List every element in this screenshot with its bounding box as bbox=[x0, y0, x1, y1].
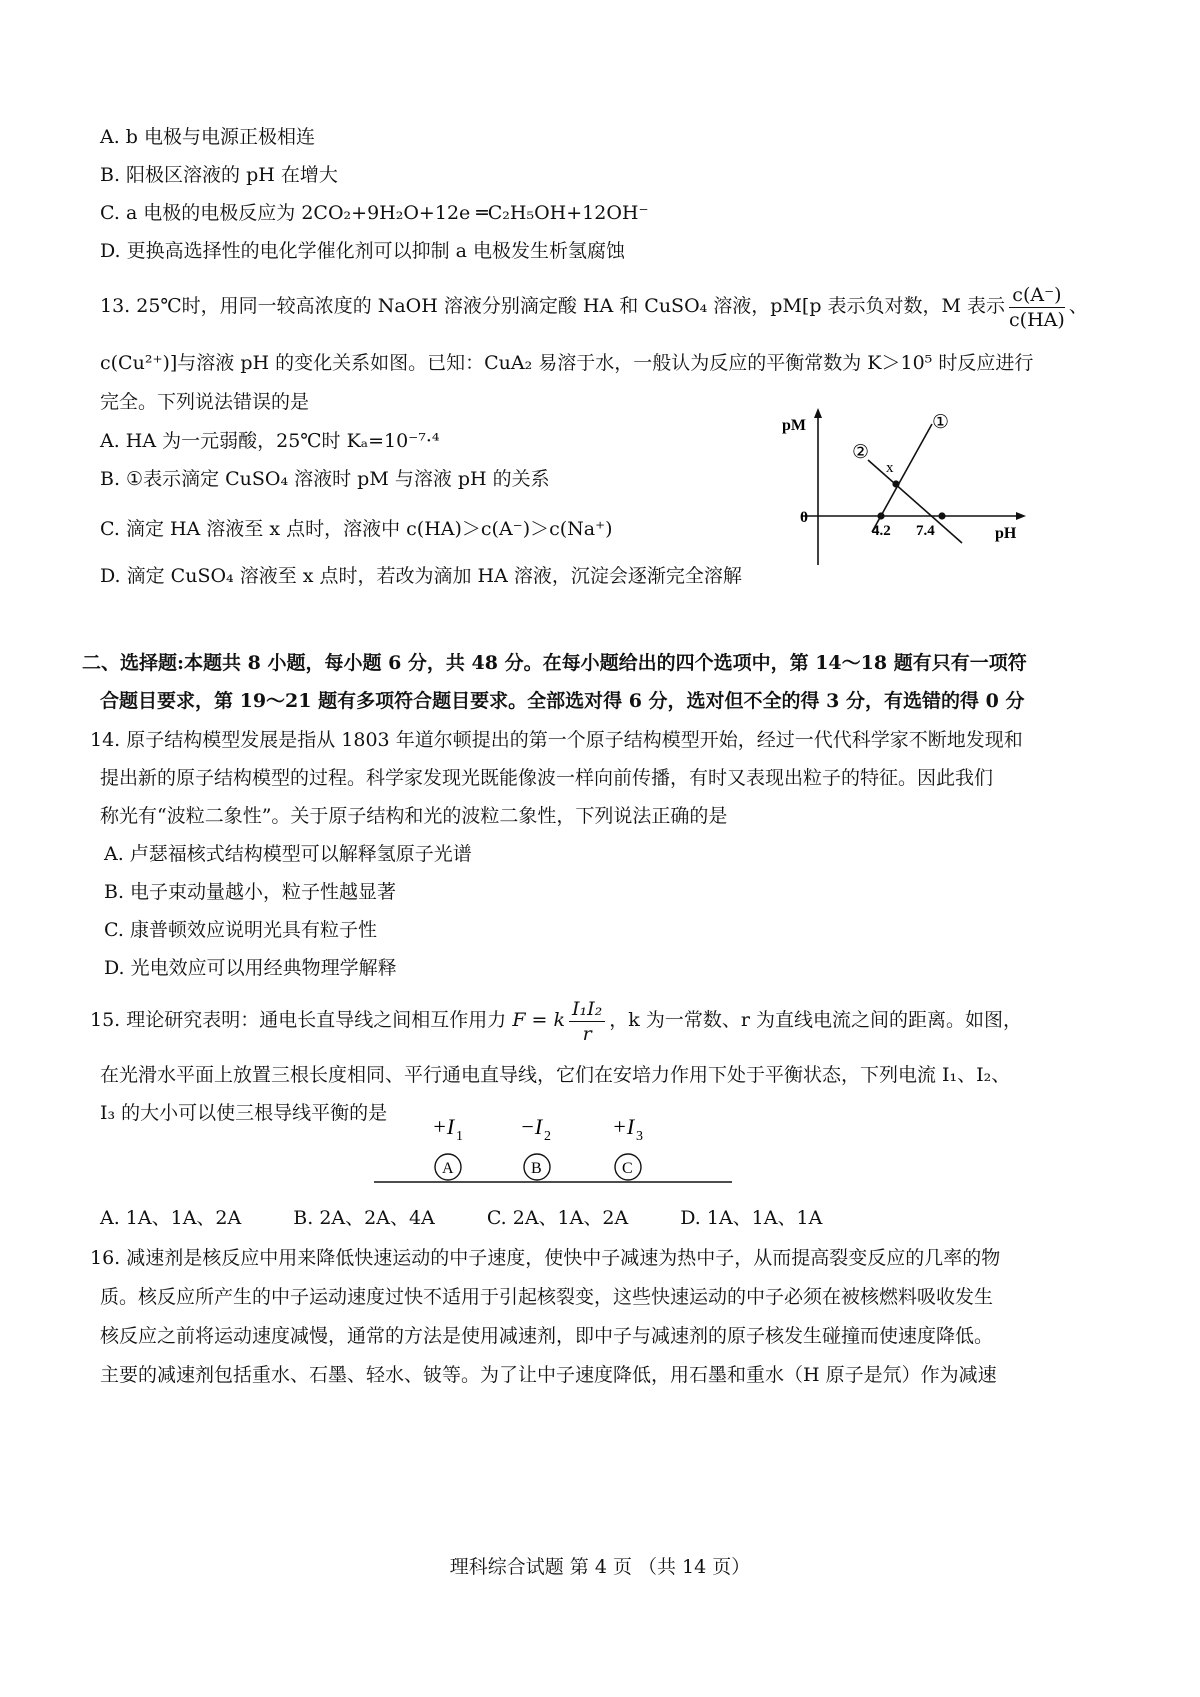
q12-option-c: C. a 电极的电极反应为 2CO₂+9H₂O+12e ═C₂H₅OH+12OH⁻ bbox=[100, 202, 649, 224]
q13-graph bbox=[770, 400, 1030, 580]
q13-stem-line2: c(Cu²⁺)]与溶液 pH 的变化关系如图。已知：CuA₂ 易溶于水，一般认为反应的平衡常数为 K＞10⁵ 时反应进行 bbox=[100, 352, 1034, 374]
q13-option-b: B. ①表示滴定 CuSO₄ 溶液时 pM 与溶液 pH 的关系 bbox=[100, 468, 550, 490]
q15-formula-lhs: F = k bbox=[512, 1009, 566, 1031]
y-axis-arrow-icon bbox=[814, 408, 822, 418]
q14-stem-line2: 提出新的原子结构模型的过程。科学家发现光既能像波一样向前传播，有时又表现出粒子的特征。因此我们 bbox=[100, 767, 994, 789]
wire-a-current: +I bbox=[432, 1114, 455, 1139]
q15-option-c: C. 2A、1A、2A bbox=[486, 1207, 629, 1229]
q12-option-d: D. 更换高选择性的电化学催化剂可以抑制 a 电极发生析氢腐蚀 bbox=[100, 240, 626, 262]
wire-c-current-subscript: 3 bbox=[636, 1129, 643, 1144]
q13-option-a: A. HA 为一元弱酸，25℃时 Kₐ=10⁻⁷·⁴ bbox=[100, 430, 440, 452]
q16-stem-line4: 主要的减速剂包括重水、石墨、轻水、铍等。为了让中子速度降低，用石墨和重水（H 原子是氘）作为减速 bbox=[100, 1364, 997, 1386]
point-x-label: x bbox=[886, 460, 894, 476]
intersection-point-x bbox=[892, 480, 899, 487]
section-2-heading-line1: 二、选择题:本题共 8 小题，每小题 6 分，共 48 分。在每小题给出的四个选项中，第 14～18 题有只有一项符 bbox=[82, 652, 1027, 674]
q14-option-a: A. 卢瑟福核式结构模型可以解释氢原子光谱 bbox=[104, 843, 472, 865]
intercept-point-line-2 bbox=[938, 512, 945, 519]
line-2-label: ② bbox=[852, 442, 870, 463]
q14-stem-line3: 称光有“波粒二象性”。关于原子结构和光的波粒二象性，下列说法正确的是 bbox=[100, 805, 728, 827]
x-axis-label: pH bbox=[995, 525, 1017, 542]
section-2-heading-line2: 合题目要求，第 19～21 题有多项符合题目要求。全部选对得 6 分，选对但不全的得 3 分，有选错的得 0 分 bbox=[100, 690, 1025, 712]
q15-wires-diagram bbox=[370, 1110, 740, 1190]
wire-a-label: A bbox=[442, 1160, 454, 1177]
q15-fraction bbox=[569, 997, 605, 1046]
tick-label-7-4: 7.4 bbox=[916, 523, 935, 539]
q15-option-a: A. 1A、1A、2A bbox=[100, 1207, 242, 1229]
q15-stem-line1 bbox=[90, 994, 1022, 1046]
q12-option-b: B. 阳极区溶液的 pH 在增大 bbox=[100, 164, 338, 186]
q15-stem-line2: 在光滑水平面上放置三根长度相同、平行通电直导线，它们在安培力作用下处于平衡状态，下列电流 I₁、I₂、 bbox=[100, 1064, 1011, 1086]
x-axis-arrow-icon bbox=[1016, 512, 1026, 520]
q14-stem-line1: 14. 原子结构模型发展是指从 1803 年道尔顿提出的第一个原子结构模型开始，经过一代代科学家不断地发现和 bbox=[90, 729, 1023, 751]
wire-c-label: C bbox=[622, 1160, 633, 1177]
q15-stem-text: 15. 理论研究表明：通电长直导线之间相互作用力 bbox=[90, 1009, 507, 1031]
q15-stem-line3: I₃ 的大小可以使三根导线平衡的是 bbox=[100, 1102, 388, 1124]
q13-stem-line1 bbox=[100, 280, 1088, 332]
q14-option-d: D. 光电效应可以用经典物理学解释 bbox=[104, 957, 397, 979]
wire-a bbox=[432, 1114, 463, 1180]
wire-b-current: −I bbox=[520, 1114, 543, 1139]
q13-stem-text: 13. 25℃时，用同一较高浓度的 NaOH 溶液分别滴定酸 HA 和 CuSO₄ 溶液，pM[p 表示负对数，M 表示 bbox=[100, 295, 1006, 317]
q13-stem-line3: 完全。下列说法错误的是 bbox=[100, 391, 310, 413]
q14-option-b: B. 电子束动量越小，粒子性越显著 bbox=[104, 881, 397, 903]
line-1-label: ① bbox=[932, 412, 950, 433]
q14-option-c: C. 康普顿效应说明光具有粒子性 bbox=[104, 919, 377, 941]
wire-c-current: +I bbox=[612, 1114, 635, 1139]
tick-label-4-2: 4.2 bbox=[872, 523, 891, 539]
wire-b-label: B bbox=[531, 1160, 542, 1177]
wire-b-current-subscript: 2 bbox=[544, 1129, 551, 1144]
q15-option-b: B. 2A、2A、4A bbox=[293, 1207, 435, 1229]
q12-option-a: A. b 电极与电源正极相连 bbox=[100, 126, 316, 148]
q13-option-d: D. 滴定 CuSO₄ 溶液至 x 点时，若改为滴加 HA 溶液，沉淀会逐渐完全溶解 bbox=[100, 565, 742, 587]
q15-options bbox=[100, 1205, 868, 1231]
q16-stem-line3: 核反应之前将运动速度减慢，通常的方法是使用减速剂，即中子与减速剂的原子核发生碰撞而使速度降低。 bbox=[100, 1325, 994, 1347]
page-footer: 理科综合试题 第 4 页 （共 14 页） bbox=[449, 1556, 751, 1578]
q13-fraction bbox=[1009, 283, 1065, 332]
q15-fraction-numerator: I₁I₂ bbox=[569, 997, 605, 1022]
origin-label: 0 bbox=[800, 509, 808, 526]
intercept-point-line-1 bbox=[877, 512, 884, 519]
y-axis-label: pM bbox=[782, 417, 806, 434]
q13-fraction-denominator: c(HA) bbox=[1009, 308, 1065, 331]
wire-b bbox=[520, 1114, 551, 1180]
wire-c bbox=[612, 1114, 643, 1180]
q15-fraction-denominator: r bbox=[582, 1022, 592, 1045]
q13-stem-punct: 、 bbox=[1068, 295, 1088, 317]
q16-stem-line1: 16. 减速剂是核反应中用来降低快速运动的中子速度，使快中子减速为热中子，从而提高裂变反应的几率的物 bbox=[90, 1247, 1001, 1269]
q15-option-d: D. 1A、1A、1A bbox=[680, 1207, 823, 1229]
q13-fraction-numerator: c(A⁻) bbox=[1009, 283, 1065, 308]
wire-a-current-subscript: 1 bbox=[456, 1129, 463, 1144]
q13-option-c: C. 滴定 HA 溶液至 x 点时，溶液中 c(HA)＞c(A⁻)＞c(Na⁺) bbox=[100, 518, 613, 540]
q16-stem-line2: 质。核反应所产生的中子运动速度过快不适用于引起核裂变，这些快速运动的中子必须在被核燃料吸收发生 bbox=[100, 1286, 994, 1308]
q15-stem-text-post: ，k 为一常数、r 为直线电流之间的距离。如图， bbox=[609, 1009, 1022, 1031]
